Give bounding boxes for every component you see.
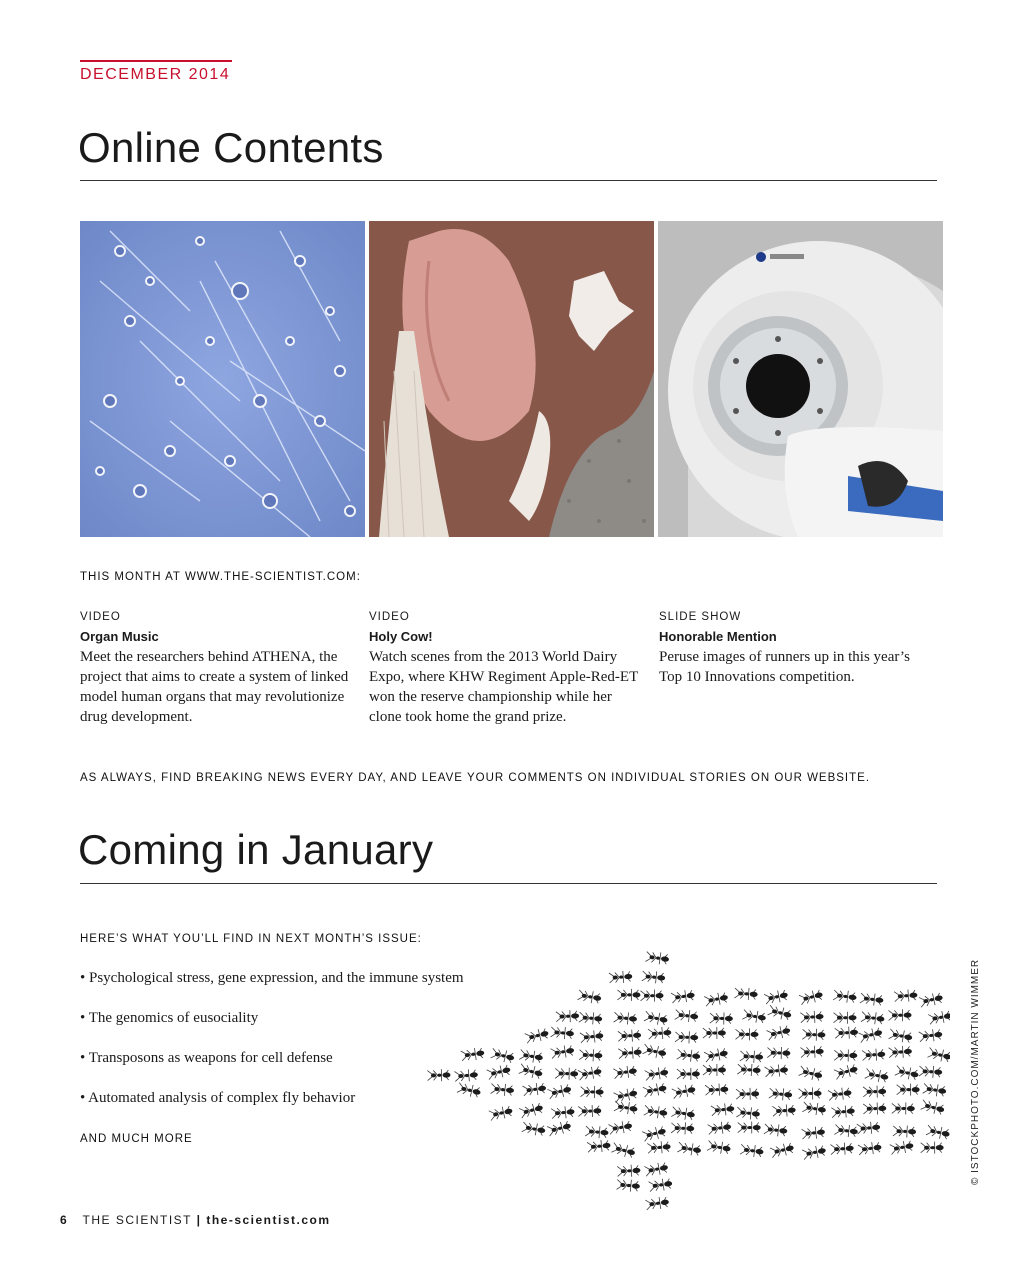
ant-icon — [648, 1177, 673, 1192]
ant-icon — [802, 1028, 825, 1041]
ant-icon — [618, 1046, 642, 1060]
ant-icon — [894, 989, 918, 1003]
ant-icon — [798, 1065, 823, 1082]
ant-icon — [618, 1029, 642, 1042]
item-kind: SLIDE SHOW — [659, 611, 742, 623]
ant-icon — [578, 1065, 603, 1081]
ant-icon — [802, 1144, 827, 1160]
ant-icon — [648, 1026, 672, 1040]
ant-icon — [928, 1009, 950, 1025]
ant-icon — [647, 1141, 671, 1155]
ant-icon — [862, 1048, 886, 1061]
page-number: 6 — [60, 1213, 69, 1227]
ant-icon — [519, 1049, 544, 1064]
ant-icon — [858, 1141, 882, 1156]
item-kind: VIDEO — [369, 611, 410, 623]
ant-icon — [677, 1068, 700, 1080]
ant-icon — [710, 1012, 733, 1025]
ant-icon — [454, 1069, 478, 1083]
ant-icon — [490, 1047, 515, 1064]
ant-icon — [764, 1123, 788, 1137]
ant-icon — [766, 1024, 791, 1041]
ant-icon — [769, 1087, 793, 1101]
ant-icon — [926, 1124, 950, 1140]
ant-icon — [640, 990, 663, 1002]
online-contents-title: Online Contents — [78, 124, 384, 171]
ant-icon — [644, 1066, 669, 1081]
ant-icon — [734, 987, 758, 1000]
ant-icon — [642, 1125, 667, 1142]
site-link[interactable]: the-scientist.com — [206, 1213, 331, 1227]
ant-icon — [736, 1106, 760, 1120]
coming-bullet-transposons: • Transposons as weapons for cell defense — [80, 1050, 333, 1066]
ant-icon — [895, 1065, 920, 1082]
ant-icon — [580, 1030, 604, 1044]
ant-icon — [772, 1104, 796, 1117]
coming-intro: HERE’S WHAT YOU’LL FIND IN NEXT MONTH’S ISSUE: — [80, 933, 422, 945]
brand-name: THE SCIENTIST — [82, 1213, 192, 1227]
ant-icon — [644, 1104, 668, 1119]
ant-icon — [711, 1102, 735, 1116]
ant-icon — [577, 989, 602, 1005]
online-item-honorable-mention[interactable] — [659, 611, 931, 687]
ant-arrow-illustration — [420, 925, 950, 1225]
ant-icon — [833, 989, 857, 1004]
ant-icon — [578, 1105, 601, 1118]
ant-icon — [888, 1028, 913, 1044]
ant-icon — [863, 1102, 886, 1115]
ant-icon — [707, 1140, 732, 1156]
ant-icon — [707, 1121, 731, 1136]
ant-icon — [645, 1196, 669, 1211]
ant-icon — [861, 1011, 885, 1026]
item-title[interactable]: Honorable Mention — [659, 629, 777, 644]
page-footer — [60, 1213, 331, 1227]
coming-bullet-eusociality: • The genomics of eusociality — [80, 1010, 259, 1026]
ant-icon — [888, 1009, 911, 1021]
ant-icon — [550, 1044, 575, 1059]
ant-icon — [489, 1105, 514, 1122]
ant-icon — [525, 1027, 550, 1044]
ant-icon — [920, 1099, 945, 1116]
ant-icon — [767, 1047, 790, 1060]
ant-icon — [703, 1064, 726, 1076]
cow-photo — [369, 221, 654, 537]
ant-icon — [835, 1026, 859, 1039]
always-note: AS ALWAYS, FIND BREAKING NEWS EVERY DAY, AND LEAVE YOUR COMMENTS ON INDIVIDUAL STORIES ON OUR WEBSITE. — [80, 772, 871, 784]
scanner-photo — [658, 221, 943, 537]
ant-icon — [486, 1064, 511, 1081]
ant-icon — [550, 1026, 574, 1040]
ant-icon — [551, 1106, 575, 1120]
ant-icon — [737, 1063, 761, 1076]
ant-icon — [770, 1142, 795, 1159]
ant-icon — [704, 1047, 729, 1063]
ant-icon — [644, 1010, 669, 1026]
ant-icon — [833, 1012, 856, 1024]
ant-icon — [705, 1083, 729, 1096]
ant-icon — [642, 1043, 667, 1060]
ant-icon — [834, 1124, 858, 1138]
ant-icon — [617, 989, 640, 1001]
ant-icon — [740, 1050, 764, 1063]
ant-icon — [736, 1088, 759, 1100]
ant-icon — [644, 1161, 669, 1177]
ant-icon — [890, 1139, 915, 1155]
ant-icon — [617, 1164, 641, 1177]
issue-date-rule — [80, 60, 232, 62]
online-item-holy-cow[interactable] — [369, 611, 641, 727]
ant-icon — [671, 1122, 694, 1135]
ant-icon — [919, 991, 944, 1008]
ant-icon — [547, 1120, 572, 1137]
coming-bullet-fly-behavior: • Automated analysis of complex fly behavior — [80, 1090, 356, 1106]
ant-icon — [828, 1087, 852, 1102]
item-kind: VIDEO — [80, 611, 121, 623]
ant-icon — [704, 991, 729, 1007]
coming-bullet-stress: • Psychological stress, gene expression, and the immune system — [80, 970, 464, 986]
coming-divider — [80, 883, 937, 884]
ant-icon — [703, 1027, 726, 1039]
ant-icon — [830, 1142, 854, 1155]
ant-icon — [675, 1031, 698, 1044]
ant-icon — [919, 1028, 943, 1043]
footer-separator: | — [196, 1213, 202, 1227]
ant-icon — [671, 989, 695, 1004]
ant-icon — [858, 1026, 883, 1043]
cells-photo — [80, 221, 365, 537]
ant-icon — [585, 1125, 609, 1139]
coming-title: Coming in January — [78, 826, 434, 873]
ant-icon — [735, 1028, 758, 1040]
ant-icon — [609, 970, 633, 984]
item-description: Watch scenes from the 2013 World Dairy Expo, where KHW Regiment Apple-Red-ET won the reserve championship while her clone took home the grand prize. — [369, 649, 638, 725]
ant-icon — [919, 1065, 943, 1078]
ant-icon — [587, 1139, 611, 1153]
ant-icon — [672, 1083, 697, 1099]
ant-icon — [613, 1087, 638, 1104]
ant-icon — [547, 1083, 572, 1100]
ant-icon — [799, 988, 824, 1005]
ant-icon — [831, 1105, 855, 1119]
ant-icon — [675, 1009, 699, 1023]
ant-icon — [892, 1102, 915, 1114]
ant-icon — [616, 1178, 640, 1192]
ant-icon — [518, 1063, 543, 1080]
photo-credit: © ISTOCKPHOTO.COM/MARTIN WIMMER — [970, 958, 981, 1185]
ant-icon — [834, 1049, 857, 1061]
and-much-more: AND MUCH MORE — [80, 1133, 193, 1145]
ant-icon — [834, 1063, 859, 1081]
title-divider — [80, 180, 937, 181]
ant-icon — [643, 1082, 668, 1098]
ant-icon — [427, 1069, 450, 1082]
ant-icon — [613, 1065, 637, 1080]
issue-date: DECEMBER 2014 — [80, 66, 231, 83]
ant-icon — [801, 1126, 825, 1140]
ant-icon — [767, 1004, 792, 1021]
ant-icon — [860, 992, 884, 1007]
ant-icon — [742, 1008, 767, 1024]
item-description: Meet the researchers behind ATHENA, the project that aims to create a system of linked model human organs that may revolutionize drug development. — [80, 649, 349, 725]
ant-icon — [608, 1120, 633, 1136]
ant-icon — [800, 1045, 824, 1058]
ant-icon — [921, 1142, 944, 1154]
ant-icon — [611, 1142, 636, 1159]
ant-icon — [580, 1086, 603, 1098]
ant-icon — [579, 1049, 603, 1062]
ant-icon — [922, 1082, 947, 1097]
ant-icon — [521, 1121, 546, 1137]
ant-icon — [857, 1121, 881, 1135]
ant-icon — [740, 1143, 764, 1158]
ant-icon — [671, 1106, 696, 1121]
ant-icon — [556, 1010, 579, 1023]
item-description: Peruse images of runners up in this year’s Top 10 Innovations competition. — [659, 649, 910, 685]
ant-icon — [457, 1082, 482, 1099]
ant-icon — [764, 989, 789, 1005]
ant-icon — [889, 1045, 913, 1058]
ant-icon — [863, 1085, 886, 1097]
ant-icon — [800, 1010, 824, 1023]
ant-icon — [677, 1048, 701, 1062]
ant-icon — [490, 1083, 514, 1097]
ant-icon — [764, 1064, 788, 1078]
online-intro: THIS MONTH AT WWW.THE-SCIENTIST.COM: — [80, 571, 361, 583]
ant-icon — [642, 970, 666, 984]
ant-icon — [893, 1125, 916, 1138]
ant-icon — [555, 1067, 578, 1079]
ant-icon — [461, 1047, 485, 1062]
ant-icon — [897, 1084, 920, 1096]
ant-icon — [519, 1102, 544, 1120]
item-title[interactable]: Holy Cow! — [369, 629, 433, 644]
ant-icon — [802, 1101, 827, 1116]
ant-icon — [522, 1082, 546, 1097]
ant-icon — [677, 1141, 702, 1157]
ant-icon — [645, 951, 669, 966]
ant-icon — [927, 1047, 950, 1064]
online-item-organ-music[interactable] — [80, 611, 352, 727]
ant-icon — [613, 1011, 637, 1025]
ant-icon — [865, 1068, 890, 1084]
ant-icon — [798, 1087, 821, 1099]
ant-icon — [614, 1100, 639, 1115]
ant-icon — [579, 1011, 603, 1025]
item-title[interactable]: Organ Music — [80, 629, 159, 644]
ant-icon — [738, 1122, 761, 1134]
